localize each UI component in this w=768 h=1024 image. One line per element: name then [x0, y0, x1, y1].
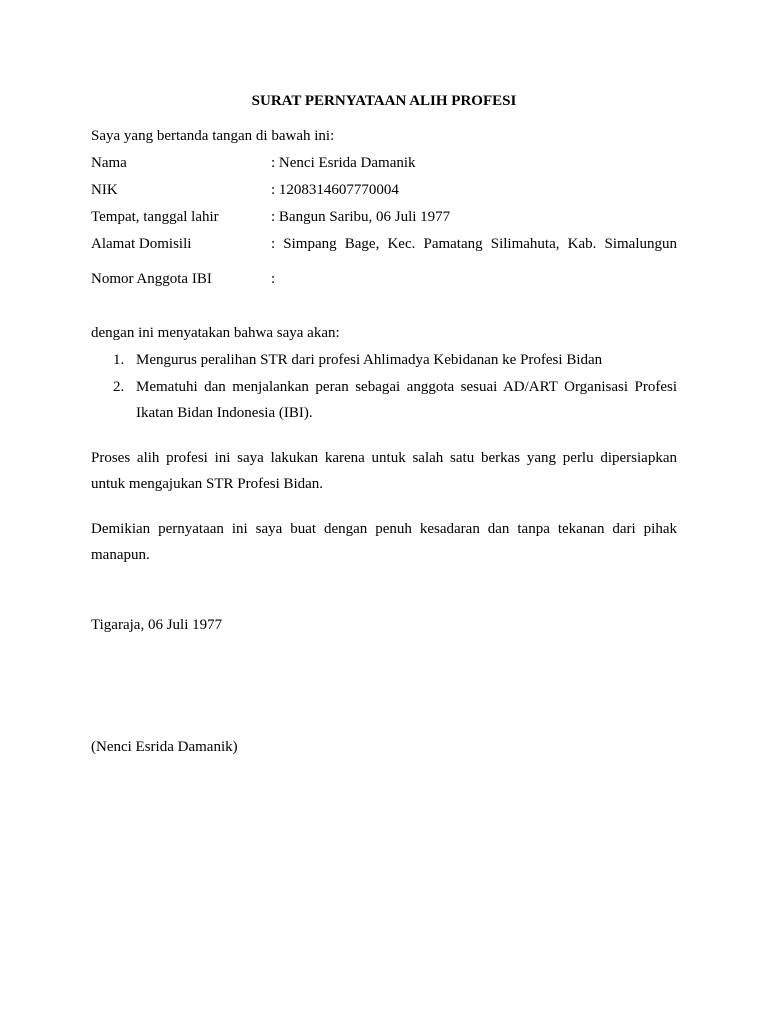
field-value-ttl: : Bangun Saribu, 06 Juli 1977 [271, 209, 451, 225]
paragraph-reason: Proses alih profesi ini saya lakukan karena untuk salah satu berkas yang perlu dipersiapkan [91, 450, 677, 466]
place-date: Tigaraja, 06 Juli 1977 [91, 617, 223, 633]
list-item-number: 2. [113, 379, 125, 395]
field-label-alamat: Alamat Domisili [91, 236, 192, 252]
field-value-nomor-anggota: : [271, 271, 276, 287]
document-title: SURAT PERNYATAAN ALIH PROFESI [251, 93, 517, 109]
list-item-text-continued: Ikatan Bidan Indonesia (IBI). [136, 405, 313, 421]
paragraph-closing-continued: manapun. [91, 547, 150, 563]
field-value-alamat: : Simpang Bage, Kec. Pamatang Silimahuta, Kab. Simalungun [271, 236, 677, 252]
paragraph-closing: Demikian pernyataan ini saya buat dengan penuh kesadaran dan tanpa tekanan dari pihak [91, 521, 677, 537]
list-item-text: Mengurus peralihan STR dari profesi Ahlimadya Kebidanan ke Profesi Bidan [136, 352, 603, 368]
field-label-nik: NIK [91, 182, 118, 198]
field-value-nik: : 1208314607770004 [271, 182, 399, 198]
intro-text: Saya yang bertanda tangan di bawah ini: [91, 128, 335, 144]
field-label-nomor-anggota: Nomor Anggota IBI [91, 271, 212, 287]
field-label-nama: Nama [91, 155, 127, 171]
field-label-ttl: Tempat, tanggal lahir [91, 209, 219, 225]
field-value-nama: : Nenci Esrida Damanik [271, 155, 416, 171]
paragraph-reason-continued: untuk mengajukan STR Profesi Bidan. [91, 476, 324, 492]
list-item-text: Mematuhi dan menjalankan peran sebagai anggota sesuai AD/ART Organisasi Profesi [136, 379, 677, 395]
statement-intro: dengan ini menyatakan bahwa saya akan: [91, 325, 340, 341]
list-item-number: 1. [113, 352, 125, 368]
signature-name: (Nenci Esrida Damanik) [91, 739, 238, 755]
